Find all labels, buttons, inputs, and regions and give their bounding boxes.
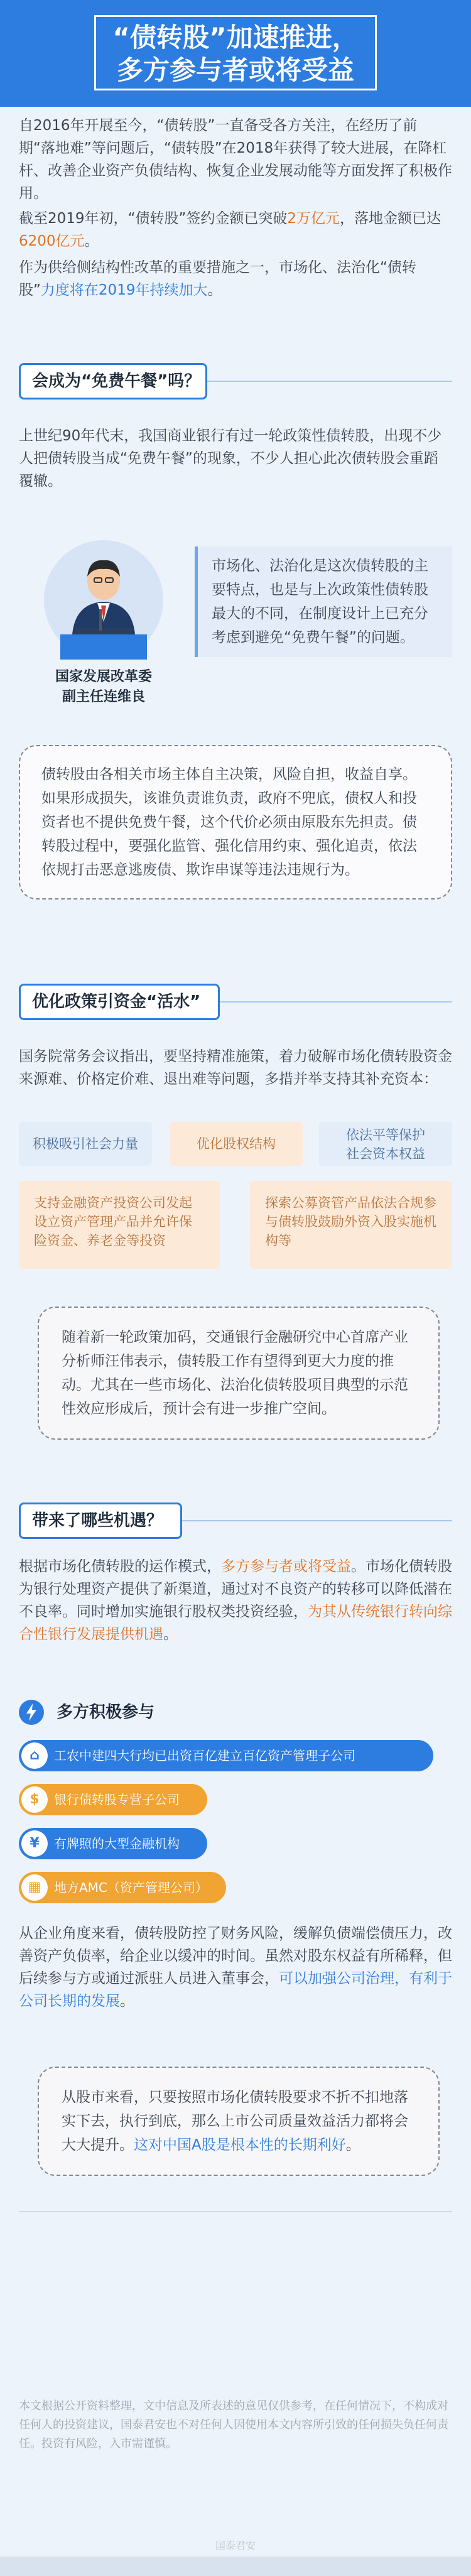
intro-paragraph-1: 自2016年开展至今，“债转股”一直备受各方关注，在经历了前期“落地难”等问题后，“债转股”在2018年获得了较大进展，在降杠杆、改善企业资产负债结构、恢复企业发展动能等方面发挥了积极作用。 — [19, 117, 452, 202]
footer-bar — [0, 2557, 471, 2576]
section-heading-opportunities: 带来了哪些机遇？ — [19, 1503, 182, 1539]
speaker-caption — [28, 667, 179, 707]
speaker-title: 国家发展改革委 — [55, 669, 152, 685]
section3-callout-box: 从股市来看，只要按照市场化债转股要求不折不扣地落实下去，执行到底，那么上市公司质量效益活力都将会大大提升。这对中国A股是根本性的长期利好。 — [38, 2067, 440, 2176]
speaker-illustration — [38, 528, 170, 666]
footer-disclaimer: 本文根据公开资料整理，文中信息及所表述的意见仅供参考，在任何情况下，不构成对任何人的投资建议，国泰君安也不对任何人因使用本文内容所引致的任何损失负任何责任。投资有风险，入市需谨慎。 — [19, 2399, 448, 2450]
section1-callout-box: 债转股由各相关市场主体自主决策，风险自担，收益自享。如果形成损失，该谁负责谁负责，政府不兜底，债权人和投资者也不提供免费午餐，这个代价必须由原股东先担责。债转股过程中，要强化监管、强化信用约束、强化追责，依法依规打击恶意逃废债、欺诈串谋等违法违规行为。 — [19, 745, 452, 899]
title-line-1: “债转股”加速推进， — [112, 22, 359, 53]
intro-paragraph-2: 截至2019年初，“债转股”签约金额已突破2万亿元，落地金额已达6200亿元。 — [19, 210, 441, 249]
participant-item: $ 银行债转股专营子公司 — [19, 1784, 207, 1815]
section-heading-policy: 优化政策引资金“活水” — [19, 984, 220, 1020]
section1-paragraph: 上世纪90年代末，我国商业银行有过一轮政策性债转股，出现不少人把债转股当成“免费午餐”的现象，不少人担心此次债转股会重蹈覆辙。 — [19, 428, 442, 489]
policy-tag-3: 依法平等保护 社会资本权益 — [319, 1122, 452, 1166]
speaker-name: 副主任连维良 — [62, 689, 145, 705]
section2-callout-box: 随着新一轮政策加码，交通银行金融研究中心首席产业分析师汪伟表示，债转股工作有望得到更大力度的推动。尤其在一些市场化、法治化债转股项目典型的示范性效应形成后，预计会有进一步推广空间。 — [38, 1307, 440, 1440]
section3-paragraph: 根据市场化债转股的运作模式，多方参与者或将受益。市场化债转股为银行处理资产提供了新渠道，通过对不良资产的转移可以降低潜在不良率。同时增加实施银行股权类投资经验，为其从传统银行转向综合性银行发展提供机遇。 — [19, 1558, 452, 1643]
participant-item: ¥ 有牌照的大型金融机构 — [19, 1828, 207, 1859]
coin-icon: ¥ — [21, 1830, 48, 1857]
intro-paragraph-3: 作为供给侧结构性改革的重要措施之一，市场化、法治化“债转股”力度将在2019年持续加大。 — [19, 259, 416, 298]
policy-tag-5: 探索公募资管产品依法合规参与债转股鼓励外资入股实施机构等 — [250, 1181, 452, 1269]
watermark: 国泰君安 — [215, 2540, 256, 2552]
section-divider — [220, 1001, 452, 1003]
section2-paragraph: 国务院常务会议指出，要坚持精准施策，着力破解市场化债转股资金来源难、价格定价难、退出难等问题，多措并举支持其补充资本： — [19, 1048, 452, 1087]
section-heading-free-lunch: 会成为“免费午餐”吗？ — [19, 363, 207, 399]
speaker-icon — [38, 528, 170, 666]
lightning-icon — [19, 1700, 44, 1725]
footer-divider — [19, 2211, 452, 2212]
participant-item: ▦ 地方AMC（资产管理公司） — [19, 1872, 226, 1903]
title-line-2: 多方参与者或将受益 — [116, 55, 354, 85]
bank-icon: ⌂ — [21, 1742, 48, 1769]
section-divider — [182, 1520, 452, 1521]
policy-tag-2: 优化股权结构 — [170, 1122, 303, 1166]
participants-title: 多方积极参与 — [57, 1703, 155, 1722]
section3-paragraph-2: 从企业角度来看，债转股防控了财务风险，缓解负债端偿债压力，改善资产负债率，给企业以缓冲的时间。虽然对股东权益有所稀释，但后续参与方或通过派驻人员进入董事会，可以加强公司治理，有利于公司长期的发展。 — [19, 1925, 452, 2009]
participant-item: ⌂ 工农中建四大行均已出资百亿建立百亿资产管理子公司 — [19, 1740, 433, 1771]
building-icon: ▦ — [21, 1874, 48, 1901]
policy-tag-1: 积极吸引社会力量 — [19, 1122, 152, 1166]
dollar-icon: $ — [21, 1786, 48, 1813]
policy-tag-4: 支持金融资产投资公司发起设立资产管理产品并允许保险资金、养老金等投资 — [19, 1181, 220, 1269]
section-divider — [207, 381, 452, 382]
speaker-quote: 市场化、法治化是这次债转股的主要特点，也是与上次政策性债转股最大的不同，在制度设计上已充分考虑到避免“免费午餐”的问题。 — [195, 546, 452, 657]
